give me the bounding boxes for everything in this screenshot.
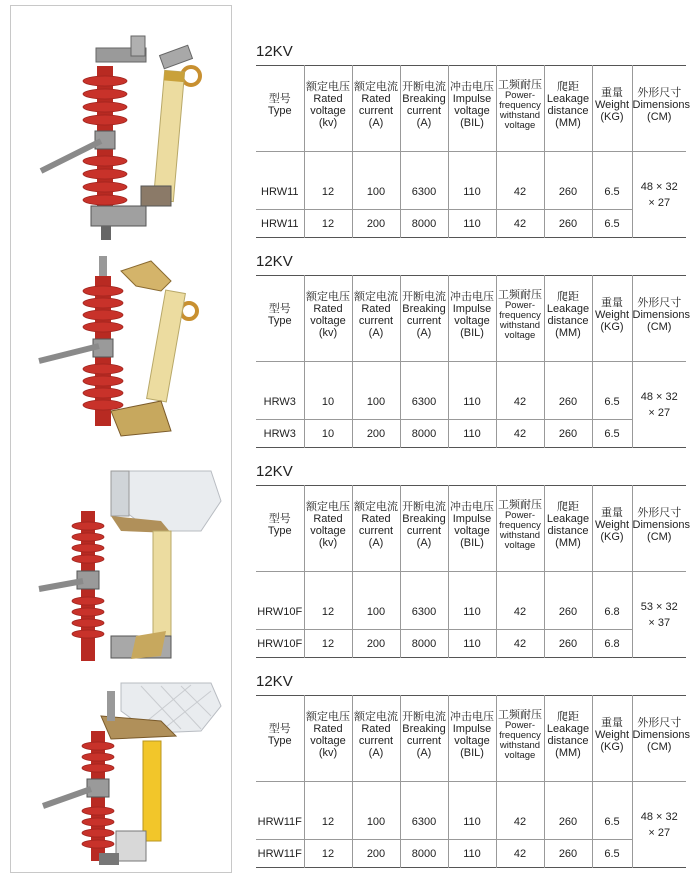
cell-impulse-voltage: 110: [448, 420, 496, 448]
cell-rated-current: 200: [352, 840, 400, 868]
header-power-frequency: 工频耐压 Power- frequency withstand voltage: [496, 696, 544, 782]
table-header-row: [256, 696, 686, 782]
header-rated-current: 额定电流 Rated current (A): [352, 486, 400, 572]
cell-leakage-distance: 260: [544, 420, 592, 448]
cell-weight: 6.5: [592, 210, 632, 238]
header-weight: 重量 Weight (KG): [592, 276, 632, 362]
cell-rated-current: 100: [352, 362, 400, 420]
cell-power-frequency: 42: [496, 362, 544, 420]
header-model: 型号 Type: [267, 512, 292, 537]
cell-weight: 6.5: [592, 362, 632, 420]
cell-power-frequency: 42: [496, 420, 544, 448]
header-power-frequency: 工频耐压 Power- frequency withstand voltage: [496, 276, 544, 362]
header-rated-current: 额定电流 Rated current (A): [352, 66, 400, 152]
cell-impulse-voltage: 110: [448, 840, 496, 868]
cell-power-frequency: 42: [496, 782, 544, 840]
spec-table: [256, 695, 690, 868]
spec-table: [256, 485, 690, 658]
table-row: [256, 630, 686, 658]
cell-leakage-distance: 260: [544, 840, 592, 868]
header-weight: 重量 Weight (KG): [592, 696, 632, 782]
spec-section: [256, 42, 690, 238]
cell-weight: 6.5: [592, 420, 632, 448]
product-image-hrw11f: [11, 671, 231, 871]
cell-leakage-distance: 260: [544, 210, 592, 238]
header-dimensions: 外形尺寸 Dimensions (CM): [632, 486, 686, 572]
cell-model: HRW3: [263, 395, 296, 408]
cell-impulse-voltage: 110: [448, 362, 496, 420]
cell-impulse-voltage: 110: [448, 630, 496, 658]
cell-rated-voltage: 12: [304, 572, 352, 630]
cell-rated-voltage: 10: [304, 420, 352, 448]
cell-weight: 6.5: [592, 782, 632, 840]
cell-weight: 6.5: [592, 152, 632, 210]
table-header-row: [256, 66, 686, 152]
cell-rated-voltage: 12: [304, 782, 352, 840]
spec-section: [256, 252, 690, 448]
header-weight: 重量 Weight (KG): [592, 486, 632, 572]
cell-leakage-distance: 260: [544, 572, 592, 630]
header-model: 型号 Type: [267, 92, 292, 117]
header-breaking-current: 开断电流 Breaking current (A): [400, 486, 448, 572]
table-row: [256, 152, 686, 210]
cell-dimensions: 48 × 32 × 27: [632, 362, 686, 448]
cell-rated-voltage: 12: [304, 840, 352, 868]
cell-rated-current: 200: [352, 210, 400, 238]
header-power-frequency: 工频耐压 Power- frequency withstand voltage: [496, 66, 544, 152]
header-dimensions: 外形尺寸 Dimensions (CM): [632, 66, 686, 152]
header-model: 型号 Type: [267, 722, 292, 747]
cell-weight: 6.8: [592, 572, 632, 630]
cell-impulse-voltage: 110: [448, 782, 496, 840]
cell-rated-current: 200: [352, 420, 400, 448]
header-dimensions: 外形尺寸 Dimensions (CM): [632, 276, 686, 362]
cell-breaking-current: 8000: [400, 210, 448, 238]
cell-impulse-voltage: 110: [448, 210, 496, 238]
cell-rated-voltage: 10: [304, 362, 352, 420]
header-breaking-current: 开断电流 Breaking current (A): [400, 66, 448, 152]
table-row: [256, 572, 686, 630]
product-image-panel: [10, 5, 232, 873]
header-impulse-voltage: 冲击电压 Impulse voltage (BIL): [448, 66, 496, 152]
section-voltage-class: 12KV: [256, 673, 293, 690]
cell-model: HRW10F: [257, 637, 303, 650]
cell-impulse-voltage: 110: [448, 152, 496, 210]
cell-power-frequency: 42: [496, 630, 544, 658]
cell-leakage-distance: 260: [544, 630, 592, 658]
cell-model: HRW11: [261, 185, 299, 198]
header-rated-voltage: 额定电压 Rated voltage (kv): [304, 66, 352, 152]
table-row: [256, 362, 686, 420]
table-row: [256, 782, 686, 840]
cell-model: HRW11F: [257, 815, 302, 828]
product-image-hrw10f: [11, 461, 231, 671]
cell-dimensions: 53 × 32 × 37: [632, 572, 686, 658]
table-row: [256, 210, 686, 238]
cell-breaking-current: 6300: [400, 362, 448, 420]
cell-impulse-voltage: 110: [448, 572, 496, 630]
cell-weight: 6.5: [592, 840, 632, 868]
cell-model: HRW10F: [257, 605, 303, 618]
cell-breaking-current: 6300: [400, 782, 448, 840]
header-dimensions: 外形尺寸 Dimensions (CM): [632, 696, 686, 782]
header-impulse-voltage: 冲击电压 Impulse voltage (BIL): [448, 696, 496, 782]
header-leakage-distance: 爬距 Leakage distance (MM): [544, 276, 592, 362]
cell-model: HRW11: [261, 217, 299, 230]
cell-breaking-current: 8000: [400, 420, 448, 448]
cell-power-frequency: 42: [496, 840, 544, 868]
table-header-row: [256, 486, 686, 572]
cell-breaking-current: 6300: [400, 572, 448, 630]
cell-weight: 6.8: [592, 630, 632, 658]
product-image-hrw11: [11, 26, 231, 246]
cell-power-frequency: 42: [496, 210, 544, 238]
cell-power-frequency: 42: [496, 572, 544, 630]
section-voltage-class: 12KV: [256, 463, 293, 480]
cell-model: HRW11F: [257, 847, 302, 860]
cell-rated-voltage: 12: [304, 210, 352, 238]
header-rated-current: 额定电流 Rated current (A): [352, 276, 400, 362]
header-power-frequency: 工频耐压 Power- frequency withstand voltage: [496, 486, 544, 572]
header-impulse-voltage: 冲击电压 Impulse voltage (BIL): [448, 486, 496, 572]
header-rated-voltage: 额定电压 Rated voltage (kv): [304, 696, 352, 782]
cell-leakage-distance: 260: [544, 362, 592, 420]
cell-dimensions: 48 × 32 × 27: [632, 152, 686, 238]
section-voltage-class: 12KV: [256, 253, 293, 270]
cell-dimensions: 48 × 32 × 27: [632, 782, 686, 868]
table-row: [256, 420, 686, 448]
header-leakage-distance: 爬距 Leakage distance (MM): [544, 66, 592, 152]
cell-rated-current: 100: [352, 152, 400, 210]
header-leakage-distance: 爬距 Leakage distance (MM): [544, 696, 592, 782]
section-voltage-class: 12KV: [256, 43, 293, 60]
cell-rated-voltage: 12: [304, 630, 352, 658]
table-row: [256, 840, 686, 868]
header-leakage-distance: 爬距 Leakage distance (MM): [544, 486, 592, 572]
header-rated-voltage: 额定电压 Rated voltage (kv): [304, 486, 352, 572]
header-model: 型号 Type: [267, 302, 292, 327]
cell-breaking-current: 8000: [400, 630, 448, 658]
header-rated-voltage: 额定电压 Rated voltage (kv): [304, 276, 352, 362]
cell-rated-current: 200: [352, 630, 400, 658]
cell-leakage-distance: 260: [544, 152, 592, 210]
header-breaking-current: 开断电流 Breaking current (A): [400, 276, 448, 362]
cell-rated-current: 100: [352, 782, 400, 840]
cell-rated-current: 100: [352, 572, 400, 630]
product-image-hrw3: [11, 251, 231, 451]
spec-section: [256, 672, 690, 868]
spec-table: [256, 275, 690, 448]
table-header-row: [256, 276, 686, 362]
spec-table: [256, 65, 690, 238]
cell-breaking-current: 8000: [400, 840, 448, 868]
header-breaking-current: 开断电流 Breaking current (A): [400, 696, 448, 782]
cell-model: HRW3: [263, 427, 296, 440]
header-rated-current: 额定电流 Rated current (A): [352, 696, 400, 782]
header-weight: 重量 Weight (KG): [592, 66, 632, 152]
spec-section: [256, 462, 690, 658]
cell-power-frequency: 42: [496, 152, 544, 210]
header-impulse-voltage: 冲击电压 Impulse voltage (BIL): [448, 276, 496, 362]
cell-leakage-distance: 260: [544, 782, 592, 840]
cell-rated-voltage: 12: [304, 152, 352, 210]
cell-breaking-current: 6300: [400, 152, 448, 210]
